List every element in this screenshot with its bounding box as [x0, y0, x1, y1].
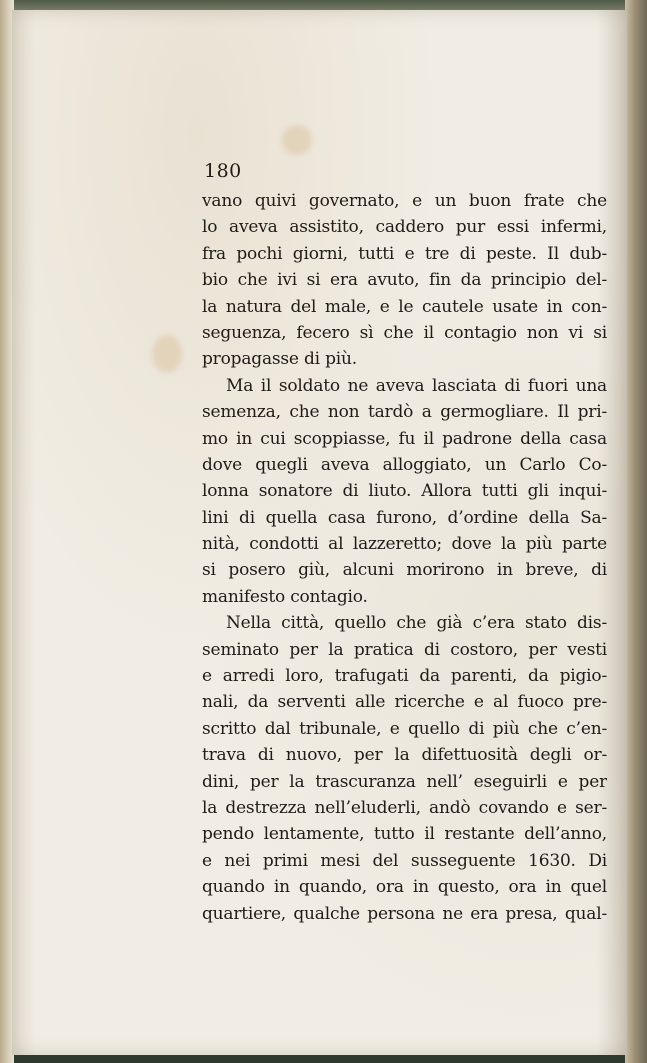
- text-line: si posero giù, alcuni morirono in breve, di: [202, 560, 607, 581]
- text-line: vano quivi governato, e un buon frate che: [202, 191, 607, 211]
- text-line: lini di quella casa furono, d’ordine della Sa-: [202, 507, 607, 528]
- text-line: quando in quando, ora in questo, ora in quel: [202, 877, 607, 898]
- foxing-stain: [282, 125, 312, 155]
- text-line: la destrezza nell’eluderli, andò covando e ser-: [202, 797, 607, 818]
- text-line: seguenza, fecero sì che il contagio non vi si: [202, 322, 607, 343]
- book-cover-right-edge: [625, 0, 647, 1063]
- text-line: fra pochi giorni, tutti e tre di peste. Il dub-: [202, 243, 607, 264]
- page-number: 180: [204, 160, 242, 182]
- text-line: pendo lentamente, tutto il restante dell’anno,: [202, 824, 607, 845]
- body-text: [202, 188, 607, 927]
- text-line: e arredi loro, trafugati da parenti, da pigio-: [202, 666, 607, 687]
- text-line: e nei primi mesi del susseguente 1630. Di: [202, 850, 607, 871]
- text-line: lo aveva assistito, caddero pur essi infermi,: [202, 217, 607, 238]
- text-line: lonna sonatore di liuto. Allora tutti gli inqui-: [202, 481, 607, 502]
- text-line: la natura del male, e le cautele usate in con-: [202, 296, 607, 317]
- text-line: dove quegli aveva alloggiato, un Carlo Co-: [202, 454, 607, 475]
- book-page: [12, 10, 627, 1055]
- text-line: manifesto contagio.: [202, 586, 368, 607]
- text-line: scritto dal tribunale, e quello di più che c’en-: [202, 718, 607, 739]
- text-line: Ma il soldato ne aveva lasciata di fuori una: [226, 375, 607, 396]
- text-line: Nella città, quello che già c’era stato dis-: [226, 613, 607, 634]
- foxing-stain: [152, 335, 182, 373]
- text-line: quartiere, qualche persona ne era presa, qual-: [202, 903, 607, 924]
- text-line: seminato per la pratica di costoro, per vesti: [202, 639, 607, 660]
- text-block: [202, 158, 607, 927]
- text-line: nali, da serventi alle ricerche e al fuoco pre-: [202, 692, 607, 713]
- text-line: propagasse di più.: [202, 349, 357, 370]
- text-line: mo in cui scoppiasse, fu il padrone della casa: [202, 428, 607, 449]
- text-line: semenza, che non tardò a germogliare. Il pri-: [202, 402, 607, 423]
- text-line: trava di nuovo, per la difettuosità degli or-: [202, 745, 607, 766]
- text-line: nità, condotti al lazzeretto; dove la più parte: [202, 534, 607, 555]
- text-line: bio che ivi si era avuto, fin da principio del-: [202, 270, 607, 291]
- text-line: dini, per la trascuranza nell’ eseguirli e per: [202, 771, 607, 792]
